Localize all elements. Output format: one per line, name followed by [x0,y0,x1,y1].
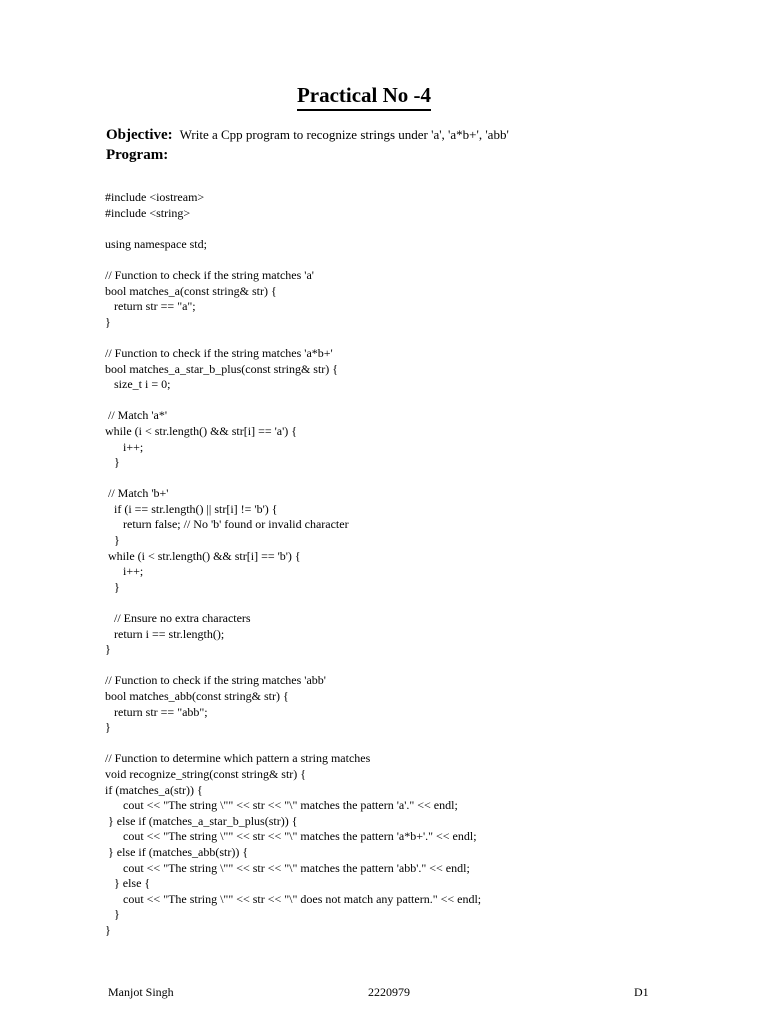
code-line: while (i < str.length() && str[i] == 'b') { [105,548,301,563]
program-label: Program: [106,147,169,163]
code-line: } [105,720,111,735]
code-line [105,252,481,268]
code-line: if (i == str.length() || str[i] != 'b') { [105,501,278,516]
code-line: #include <iostream> [105,190,205,204]
page-title-text: Practical No -4 [297,82,431,111]
code-line: } [105,314,111,329]
code-line [105,393,481,409]
code-line: bool matches_a_star_b_plus(const string& str) { [105,361,339,376]
code-line: } [105,533,120,548]
code-line: i++; [105,564,144,579]
code-line: return str == "abb"; [105,704,208,719]
code-line: } else if (matches_abb(str)) { [105,844,249,859]
code-line [105,595,481,611]
page-title [0,82,728,111]
footer-division: D1 [634,985,649,999]
code-line [105,221,481,237]
code-line: // Function to check if the string matches 'a' [105,267,314,282]
code-line [105,471,481,487]
code-line: // Function to check if the string matches 'abb' [105,673,326,688]
code-line: // Function to check if the string matches 'a*b+' [105,345,333,360]
code-line: return i == str.length(); [105,626,225,641]
code-listing [105,190,481,939]
code-line: return false; // No 'b' found or invalid character [105,517,349,532]
code-line: cout << "The string \"" << str << "\" does not match any pattern." << endl; [105,891,482,906]
code-line: bool matches_a(const string& str) { [105,283,277,298]
code-line: // Ensure no extra characters [105,611,251,626]
code-line: cout << "The string \"" << str << "\" matches the pattern 'a*b+'." << endl; [105,829,477,844]
code-line: } else { [105,876,151,891]
code-line: } [105,642,111,657]
footer-roll-number: 2220979 [368,985,410,999]
code-line: void recognize_string(const string& str) { [105,766,307,781]
code-line [105,330,481,346]
code-line: // Match 'b+' [105,486,169,501]
code-line: i++; [105,439,144,454]
code-line: if (matches_a(str)) { [105,782,203,797]
objective-row [106,126,509,144]
code-line: return str == "a"; [105,299,196,314]
code-line: using namespace std; [105,236,207,251]
objective-label: Objective: [106,127,173,143]
footer-author: Manjot Singh [108,985,174,999]
code-line: while (i < str.length() && str[i] == 'a') { [105,423,298,438]
objective-text: Write a Cpp program to recognize strings under 'a', 'a*b+', 'abb' [179,127,509,142]
code-line: #include <string> [105,205,191,220]
code-line: bool matches_abb(const string& str) { [105,689,289,703]
code-line: } [105,922,111,937]
code-line [105,736,481,752]
code-line: } [105,455,120,470]
code-line: cout << "The string \"" << str << "\" matches the pattern 'a'." << endl; [105,798,458,813]
code-line: cout << "The string \"" << str << "\" matches the pattern 'abb'." << endl; [105,860,470,875]
code-line: } [105,907,120,922]
code-line [105,658,481,674]
code-line: } [105,579,120,594]
code-line: // Match 'a*' [105,408,167,423]
code-line: } else if (matches_a_star_b_plus(str)) { [105,813,298,828]
code-line: size_t i = 0; [105,377,171,392]
code-line: // Function to determine which pattern a string matches [105,751,371,766]
